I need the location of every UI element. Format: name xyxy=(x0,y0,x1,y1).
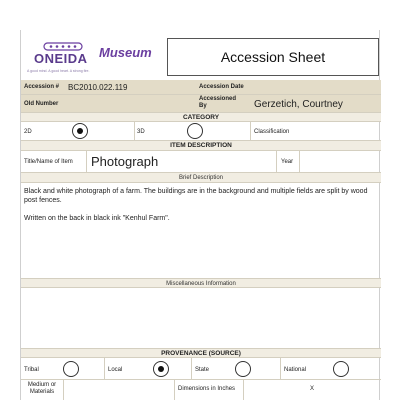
item-description-section-header xyxy=(21,141,381,151)
item-title-label: Title/Name of Item xyxy=(24,159,73,165)
radio-tribal[interactable] xyxy=(63,361,79,377)
museum-label: Museum xyxy=(99,45,152,60)
provenance-title: PROVENANCE (SOURCE) xyxy=(161,350,241,357)
old-number-row xyxy=(21,95,381,113)
item-title-field[interactable]: Photograph xyxy=(91,154,159,169)
cell-divider xyxy=(280,358,281,379)
cell-divider xyxy=(63,380,64,400)
cell-divider xyxy=(191,358,192,379)
provenance-section-header xyxy=(21,348,381,358)
sheet-header xyxy=(21,30,381,80)
title-row xyxy=(21,151,381,173)
state-label: State xyxy=(195,367,210,373)
national-label: National xyxy=(284,367,307,373)
cell-divider xyxy=(299,151,300,172)
misc-info-header xyxy=(21,278,381,288)
accessioned-by-label: Accessioned By xyxy=(199,96,237,109)
radio-national[interactable] xyxy=(333,361,349,377)
medium-label: Medium or Materials xyxy=(27,382,57,395)
misc-info-field[interactable] xyxy=(21,288,381,348)
dimensions-label: Dimensions in Inches xyxy=(178,386,236,392)
misc-info-label: Miscellaneous Information xyxy=(166,281,236,287)
sheet-title: Accession Sheet xyxy=(167,38,379,76)
classification-label: Classification xyxy=(254,129,290,135)
accessioned-by-field[interactable]: Gerzetich, Courtney xyxy=(254,99,343,110)
cell-divider xyxy=(134,122,135,140)
option-3d-label: 3D xyxy=(137,129,145,135)
cell-divider xyxy=(86,151,87,172)
provenance-row xyxy=(21,358,381,380)
year-label: Year xyxy=(281,159,294,165)
brief-description-header xyxy=(21,173,381,183)
dimensions-separator: X xyxy=(310,386,315,392)
item-description-title: ITEM DESCRIPTION xyxy=(170,142,232,149)
tribal-label: Tribal xyxy=(24,367,39,373)
radio-2d[interactable] xyxy=(72,123,88,139)
brief-description-paragraph: Written on the back in black ink "Kenhul Farm". xyxy=(24,215,170,222)
cell-divider xyxy=(276,151,277,172)
category-section-header xyxy=(21,113,381,122)
local-label: Local xyxy=(108,367,123,373)
radio-3d[interactable] xyxy=(187,123,203,139)
cell-divider xyxy=(174,380,175,400)
accession-number-label: Accession # xyxy=(24,84,60,90)
brief-description-paragraph: Black and white photograph of a farm. The buildings are in the background and multiple fields are split by wood post fences. xyxy=(24,188,368,204)
brief-description-label: Brief Description xyxy=(178,175,223,181)
cell-divider xyxy=(250,122,251,140)
logo-tagline: A good mind. A good heart. A strong fire. xyxy=(27,69,90,73)
oneida-logo-text: ONEIDA xyxy=(34,51,88,66)
option-2d-label: 2D xyxy=(24,129,32,135)
medium-dimensions-row xyxy=(21,380,381,400)
accession-sheet xyxy=(20,30,380,400)
accession-date-label: Accession Date xyxy=(199,84,244,90)
accession-number-field[interactable]: BC2010.022.119 xyxy=(68,83,128,92)
cell-divider xyxy=(243,380,244,400)
radio-state[interactable] xyxy=(235,361,251,377)
accession-row xyxy=(21,80,381,95)
old-number-label: Old Number xyxy=(24,101,59,107)
radio-local[interactable] xyxy=(153,361,169,377)
brief-description-field[interactable] xyxy=(24,187,378,232)
cell-divider xyxy=(104,358,105,379)
category-title: CATEGORY xyxy=(182,114,220,121)
category-row xyxy=(21,122,381,141)
